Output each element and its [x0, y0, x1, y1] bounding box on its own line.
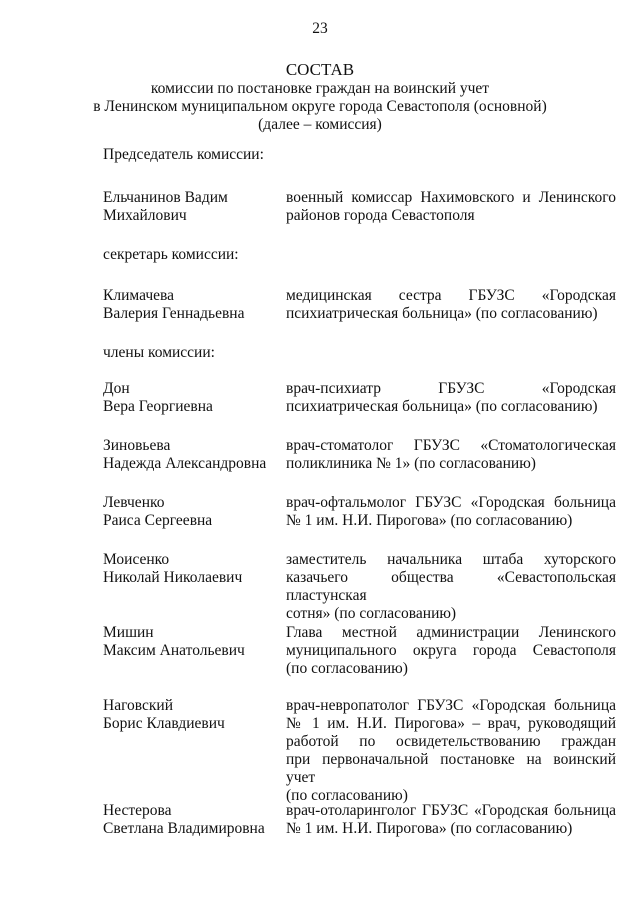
member-surname: Наговский	[103, 697, 174, 714]
member-name	[103, 189, 283, 225]
member-name	[103, 551, 283, 587]
role-line: № 1 им. Н.И. Пирогова» (по согласованию)	[286, 512, 573, 529]
role-line: военный комиссар Нахимовского и Ленинского	[286, 189, 616, 206]
title-line-1: комиссии по постановке граждан на воинский учет	[150, 80, 490, 97]
member-surname: Дон	[103, 380, 130, 397]
member-role	[286, 189, 616, 225]
section-chairman-heading: Председатель комиссии:	[103, 146, 264, 163]
role-line: врач-психиатр ГБУЗС «Городская	[286, 380, 616, 397]
role-line: врач-невропатолог ГБУЗС «Городская больница	[286, 697, 616, 714]
member-role	[286, 380, 616, 416]
role-line: заместитель начальника штаба хуторского	[286, 551, 616, 568]
member-given-names: Раиса Сергеевна	[103, 512, 213, 529]
member-surname: Нестерова	[103, 802, 172, 819]
member-given-names: Надежда Александровна	[103, 455, 267, 472]
member-surname: Моисенко	[103, 551, 170, 568]
role-line: муниципального округа города Севастополя	[286, 642, 616, 659]
role-line: районов города Севастополя	[286, 207, 475, 224]
member-surname: Зиновьева	[103, 437, 171, 454]
member-given-names: Валерия Геннадьевна	[103, 305, 245, 322]
member-role	[286, 494, 616, 530]
role-line: № 1 им. Н.И. Пирогова» – врач, руководящий	[286, 715, 616, 732]
member-role	[286, 802, 616, 838]
section-secretary-heading: секретарь комиссии:	[103, 246, 239, 263]
member-name	[103, 802, 283, 838]
title-heading: СОСТАВ	[285, 60, 355, 79]
page-number: 23	[312, 20, 328, 37]
role-line: психиатрическая больница» (по согласованию)	[286, 305, 598, 322]
member-given-names: Светлана Владимировна	[103, 820, 265, 837]
member-name	[103, 494, 283, 530]
member-role	[286, 437, 616, 473]
role-line: Глава местной администрации Ленинского	[286, 624, 616, 641]
role-line: № 1 им. Н.И. Пирогова» (по согласованию)	[286, 820, 573, 837]
member-given-names: Борис Клавдиевич	[103, 715, 225, 732]
member-name	[103, 437, 283, 473]
member-role	[286, 697, 616, 805]
role-line: врач-стоматолог ГБУЗС «Стоматологическая	[286, 437, 616, 454]
member-role	[286, 287, 616, 323]
role-line: поликлиника № 1» (по согласованию)	[286, 455, 536, 472]
role-line: казачьего общества «Севастопольская пластунская	[286, 569, 616, 604]
role-line: при первоначальной постановке на воинский учет	[286, 751, 616, 786]
member-given-names: Максим Анатольевич	[103, 642, 245, 659]
member-role	[286, 551, 616, 623]
member-given-names: Николай Николаевич	[103, 569, 243, 586]
member-name	[103, 624, 283, 660]
role-line: врач-офтальмолог ГБУЗС «Городская больница	[286, 494, 616, 511]
section-members-heading: члены комиссии:	[103, 344, 215, 361]
member-surname: Мишин	[103, 624, 154, 641]
role-line: работой по освидетельствованию граждан	[286, 733, 616, 750]
member-name	[103, 697, 283, 733]
member-name	[103, 380, 283, 416]
title-line-3: (далее – комиссия)	[258, 116, 382, 133]
role-line: психиатрическая больница» (по согласованию)	[286, 398, 598, 415]
member-given-names: Вера Георгиевна	[103, 398, 213, 415]
member-surname: Ельчанинов Вадим	[103, 189, 228, 206]
role-line: (по согласованию)	[286, 660, 408, 677]
member-surname: Левченко	[103, 494, 165, 511]
member-name	[103, 287, 283, 323]
member-given-names: Михайлович	[103, 207, 187, 224]
title-line-2: в Ленинском муниципальном округе города Севастополя (основной)	[93, 98, 547, 115]
document-title	[0, 60, 640, 134]
member-role	[286, 624, 616, 678]
member-surname: Климачева	[103, 287, 174, 304]
role-line: медицинская сестра ГБУЗС «Городская	[286, 287, 616, 304]
role-line: врач-отоларинголог ГБУЗС «Городская больница	[286, 802, 616, 819]
role-line: (по согласованию)	[286, 787, 408, 804]
role-line: сотня» (по согласованию)	[286, 605, 457, 622]
